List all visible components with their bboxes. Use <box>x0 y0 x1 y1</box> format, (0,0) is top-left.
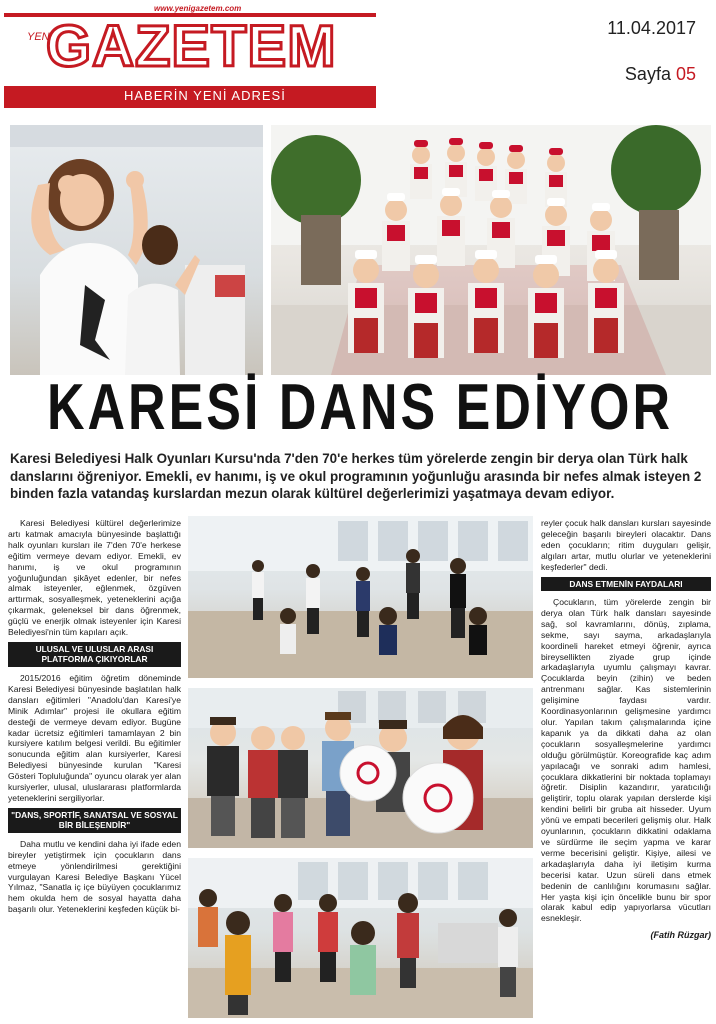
lead-paragraph: Karesi Belediyesi Halk Oyunları Kursu'nda 7'den 70'e herkes tüm yörelerde zengin bir derya olan Türk halk danslarını öğreniyor. Emekli, ev hanımı, iş ve okul programının yoğunluğu arasında bir nefes almak isteyen 2 binden fazla vatandaş kurslardan mezun olarak kültürel değerlerimizi yaşatmaya devam ediyor. <box>10 451 702 501</box>
article-column-left <box>8 518 181 915</box>
masthead-url: www.yenigazetem.com <box>154 4 242 13</box>
subheading: ULUSAL VE ULUSLAR ARASI PLATFORMA ÇIKIYORLAR <box>8 642 181 667</box>
subheading: "DANS, SPORTİF, SANATSAL VE SOSYAL BİR BİLEŞENDİR" <box>8 808 181 833</box>
article-column-right <box>541 518 711 941</box>
dance-class-photo <box>188 516 533 678</box>
subheading: DANS ETMENİN FAYDALARI <box>541 577 711 592</box>
masthead-slogan: HABERİN YENİ ADRESİ <box>124 88 286 103</box>
page-number <box>625 64 696 85</box>
paragraph: Daha mutlu ve kendini daha iyi ifade eden bireyler yetiştirmek için çocukların dans etmeye yönlendirilmesi gerektiğini vurgulayan Karesi Belediye Başkanı Yücel Yılmaz, "Sanatla iç içe büyüyen çocuklarımız hem okulda hem de sosyal hayatta daha başarılı olur. Yeteneklerini keşfeden küçük bi- <box>8 838 181 915</box>
masthead-prefix: YENİ <box>27 31 53 43</box>
issue-date: 11.04.2017 <box>607 18 696 38</box>
page-label: Sayfa <box>624 64 671 84</box>
masthead <box>4 4 376 108</box>
headline: KARESİ DANS EDİYOR <box>46 371 674 444</box>
masthead-logo-title: GAZETEM <box>46 14 337 79</box>
paragraph: reyler çocuk halk dansları kursları sayesinde geleceğin başarılı bireyleri olacaktır. Dans eden çocukların; ritim duyguları gelişir, algıları artar, mutlu olurlar ve yeteneklerini keşfederler" dedi. <box>541 518 711 572</box>
kids-with-balloons-photo <box>188 688 533 848</box>
paragraph: 2015/2016 eğitim öğretim döneminde Karesi Belediyesi bünyesinde başlatılan halk dansları eğitimleri "Anadolu'dan Karesi'ye Minik Adımlar" projesi ile okullara eğitim desteği de vermeye devam ediyor. Bugüne kadar ücretsiz eğitimleri tamamlayan 2 bin kursiyere katılım belgesi verildi. Bu eğitimler sonucunda eğitim alan kursiyerler, Karesi Belediyesi bünyesinde kurulan "Karesi Gösteri Topluluğunda" oyuncu olarak yer alan kursiyerler, ulusal, uluslararası platformlarda yeteneklerini sergiliyorlar. <box>8 672 181 803</box>
page-number-value: 05 <box>675 64 696 84</box>
paragraph: Çocukların, tüm yörelerde zengin bir derya olan Türk halk dansları sayesinde sağ, sol kavramlarını, dönüş, zıplama, sekme, sayı sayma, arkadaşlarıyla koordineli hareket etmeyi öğrenir, ayrıca bireysellikten ziyade grup içinde arkadaşlarıyla uyumlu çalışmayı kavrar. Çocuklarda beyin (zihin) ve beden antrenmanı sağlar. Kas sistemlerinin gelişimine faydası vardır. Koordinasyonlarının gelişmesine yardımcı olur. Yapılan takım çalışmalarında içine kapanık ya da dikkati daha az olan çocukların sosyalleşmelerine yardımcı olduğu görülmüştür. Koreografide kaç adım yapılacağı ve sonraki adım hamlesi, çocuklara dikkatlerini bir noktada toplamayı öğretir. Disiplin kazandırır, yaratıcılığı geliştirir, toplu olarak yapılan derslerde kişi kendini belirli bir gruba ait hisseder. Uyum yönü ve empati becerileri gelişmiş olur. Halk oyunlarının, çocukların dikkatini odaklama ve sürdürme ile seçim yapma ve karar verme becerisini geliştir. Kişiye, ailesi ve arkadaşlarıyla daha iyi iletişim kurma becerisi katar. Uzun süreli dans etmek bedenin de canlılığını korumasını sağlar. Her yaşta kişi için öncelikle bunu bir spor olarak kabul edip yapıyorlarsa vücutları esnekleşir. <box>541 597 711 924</box>
paragraph: Karesi Belediyesi kültürel değerlerimize artı katmak amacıyla bünyesinde başlattığı halk oyunları kursları ile 7'den 70'e herkese eğitim vermeye devam ediyor. Emekli, ev hanımı, iş ve okul programının yoğunluğundan şikâyet edenler, bir nefes almak isteyenler, eğlenmek, özgüven arttırmak, sosyalleşmek, yeteneklerini açığa çıkarmak, geleneksel bir dans öğrenmek, güçlü ve enerjik olmak isteyenler için Karesi Belediyesi'nin tüm kapıları açık. <box>8 518 181 638</box>
children-folk-costume-photo <box>271 125 711 375</box>
woman-dancing-photo <box>10 125 263 375</box>
author-byline: (Fatih Rüzgar) <box>650 930 711 941</box>
kids-dancing-hall-photo <box>188 858 533 1018</box>
